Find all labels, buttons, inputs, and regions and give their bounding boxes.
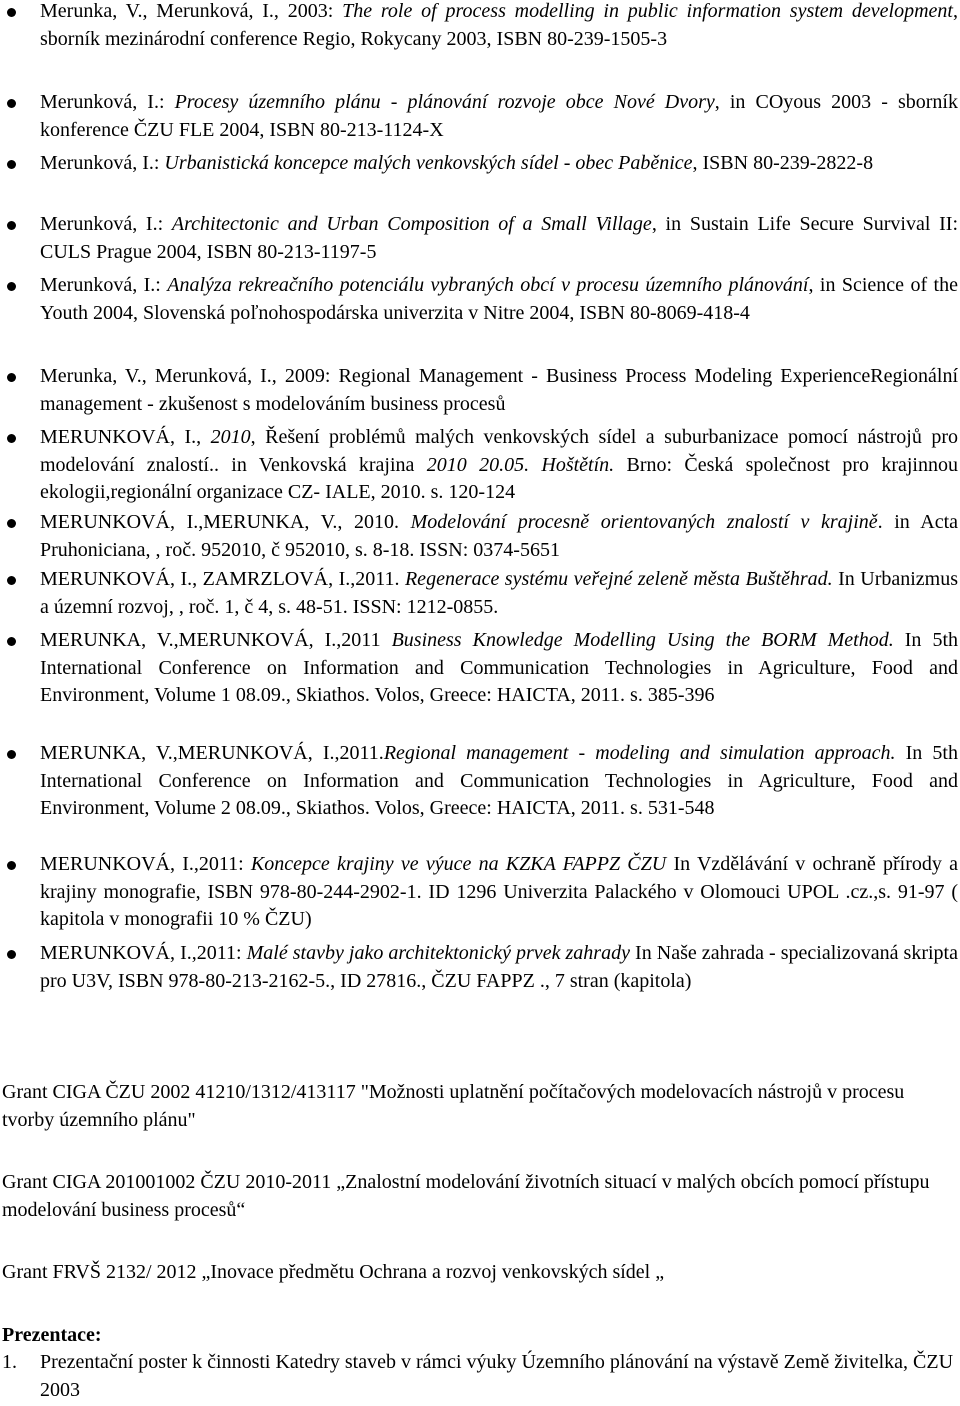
presentation-number: 1. bbox=[2, 1351, 17, 1373]
publication-item: Merunka, V., Merunková, I., 2003: The role of process modelling in public information system development, sborník mezinárodní conference Regio, Rokycany 2003, ISBN 80-239-1505-3 bbox=[40, 0, 958, 53]
publication-item: Merunková, I.: Analýza rekreačního potenciálu vybraných obcí v procesu územního plánování, in Science of the Youth 2004, Slovenská poľnohospodárska univerzita v Nitre 2004, ISBN 80-8069-418-4 bbox=[40, 272, 958, 327]
publication-item: MERUNKA, V.,MERUNKOVÁ, I.,2011.Regional management - modeling and simulation approach. In 5th International Conference on Information and Communication Technologies in Agriculture, Food and Environment, Volume 2 08.09., Skiathos. Volos, Greece: HAICTA, 2011. s. 531-548 bbox=[40, 740, 958, 823]
publication-item: Merunková, I.: Urbanistická koncepce malých venkovských sídel - obec Paběnice, ISBN 80-239-2822-8 bbox=[40, 150, 958, 178]
grant-paragraph: Grant CIGA ČZU 2002 41210/1312/413117 "Možnosti uplatnění počítačových modelovacích nástrojů v procesu tvorby územního plánu" bbox=[2, 1081, 905, 1131]
grant-paragraph: Grant CIGA 201001002 ČZU 2010-2011 „Znalostní modelování životních situací v malých obcích pomocí přístupu modelování business procesů“ bbox=[2, 1171, 930, 1221]
publication-item: Merunková, I.: Procesy územního plánu - plánování rozvoje obce Nové Dvory, in COyous 2003 - sborník konference ČZU FLE 2004, ISBN 80-213-1124-X bbox=[40, 89, 958, 144]
publication-item: MERUNKA, V.,MERUNKOVÁ, I.,2011 Business Knowledge Modelling Using the BORM Method. In 5th International Conference on Information and Communication Technologies in Agriculture, Food and Environment, Volume 1 08.09., Skiathos. Volos, Greece: HAICTA, 2011. s. 385-396 bbox=[40, 627, 958, 710]
publication-item: MERUNKOVÁ, I., ZAMRZLOVÁ, I.,2011. Regenerace systému veřejné zeleně města Buštěhrad. In Urbanizmus a územní rozvoj, , roč. 1, č 4, s. 48-51. ISSN: 1212-0855. bbox=[40, 566, 958, 621]
publication-item: MERUNKOVÁ, I.,2011: Koncepce krajiny ve výuce na KZKA FAPPZ ČZU In Vzdělávání v ochraně přírody a krajiny monografie, ISBN 978-80-244-2902-1. ID 1296 Univerzita Palackého v Olomouci UPOL .cz.,s. 91-97 ( kapitola v monografii 10 % ČZU) bbox=[40, 851, 958, 934]
grant-paragraph: Grant FRVŠ 2132/ 2012 „Inovace předmětu Ochrana a rozvoj venkovských sídel „ bbox=[2, 1261, 665, 1283]
publication-item: Merunková, I.: Architectonic and Urban Composition of a Small Village, in Sustain Life Secure Survival II: CULS Prague 2004, ISBN 80-213-1197-5 bbox=[40, 211, 958, 266]
publication-item: MERUNKOVÁ, I.,MERUNKA, V., 2010. Modelování procesně orientovaných znalostí v krajině. in Acta Pruhoniciana, , roč. 952010, č 952010, s. 8-18. ISSN: 0374-5651 bbox=[40, 509, 958, 564]
publication-item: MERUNKOVÁ, I., 2010, Řešení problémů malých venkovských sídel a suburbanizace pomocí nástrojů pro modelování znalostí.. in Venkovská krajina 2010 20.05. Hoštětín. Brno: Česká společnost pro krajinnou ekologii,regionální organizace CZ- IALE, 2010. s. 120-124 bbox=[40, 424, 958, 507]
presentations-heading: Prezentace: bbox=[2, 1324, 102, 1346]
publication-item: MERUNKOVÁ, I.,2011: Malé stavby jako architektonický prvek zahrady In Naše zahrada - specializovaná skripta pro U3V, ISBN 978-80-213-2162-5., ID 27816., ČZU FAPPZ ., 7 stran (kapitola) bbox=[40, 940, 958, 995]
presentation-text: Prezentační poster k činnosti Katedry staveb v rámci výuky Územního plánování na výstavě Země živitelka, ČZU 2003 bbox=[40, 1351, 954, 1401]
publication-item: Merunka, V., Merunková, I., 2009: Regional Management - Business Process Modeling ExperienceRegionální management - zkušenost s modelováním business procesů bbox=[40, 363, 958, 418]
